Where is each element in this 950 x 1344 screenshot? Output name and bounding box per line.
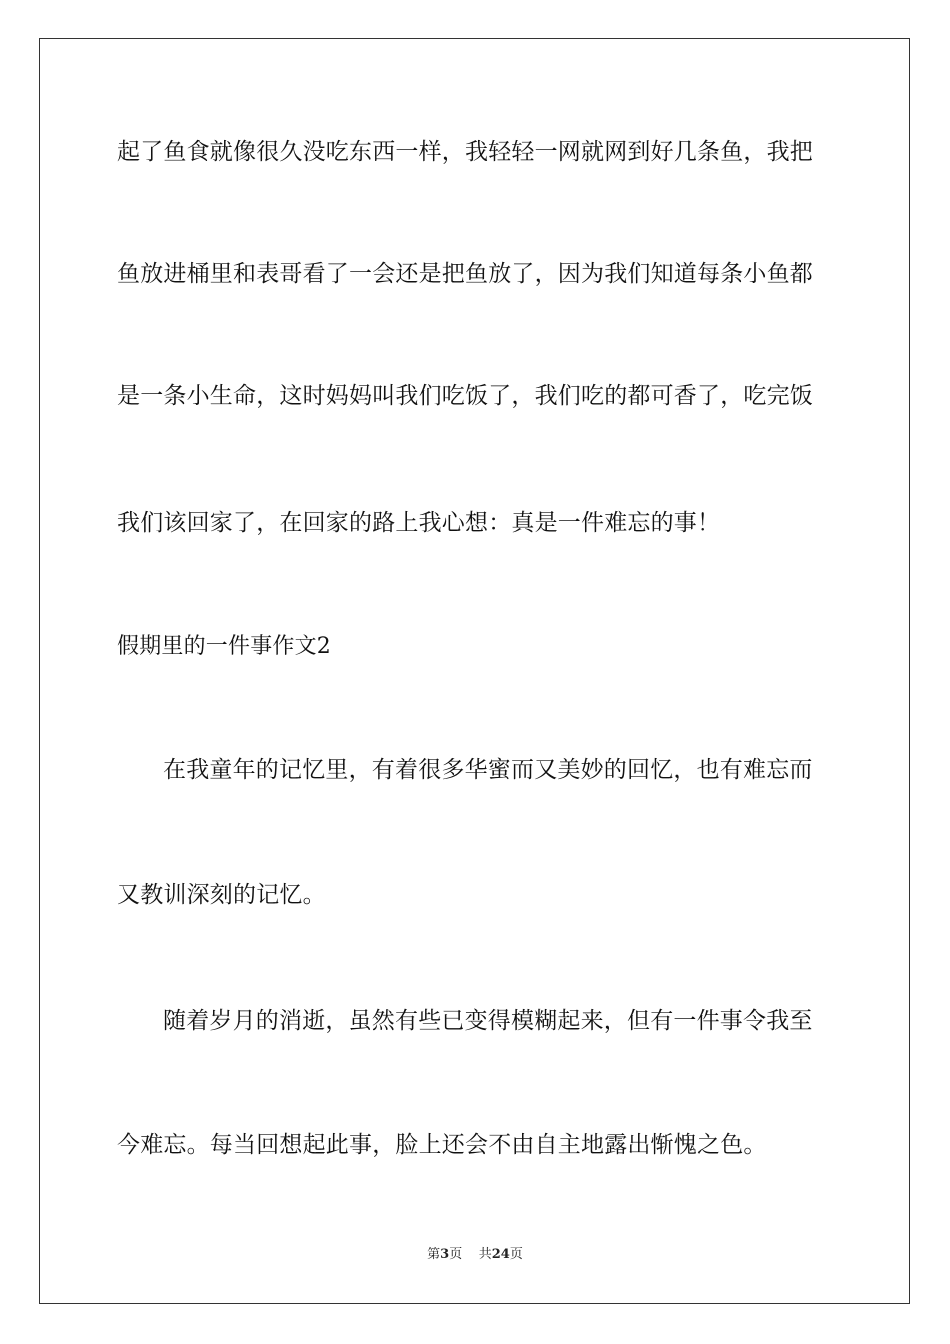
section-heading: 假期里的一件事作文2 [117,634,331,659]
body-text-line: 起了鱼食就像很久没吃东西一样，我轻轻一网就网到好几条鱼，我把 [117,139,813,165]
body-text-line: 鱼放进桶里和表哥看了一会还是把鱼放了，因为我们知道每条小鱼都 [117,261,813,287]
paragraph-line: 又教训深刻的记忆。 [117,882,326,908]
page-number: 3 [440,1247,450,1262]
page-suffix: 页 [449,1247,463,1262]
body-text-line: 是一条小生命，这时妈妈叫我们吃饭了，我们吃的都可香了，吃完饭 [117,383,813,409]
page-border [39,38,910,1304]
body-text-line: 我们该回家了，在回家的路上我心想：真是一件难忘的事！ [117,510,721,536]
paragraph-first-line: 在我童年的记忆里，有着很多华蜜而又美妙的回忆，也有难忘而 [163,757,813,783]
paragraph-line: 今难忘。每当回想起此事，脸上还会不由自主地露出惭愧之色。 [117,1132,767,1158]
total-prefix: 共 [478,1247,492,1262]
total-suffix: 页 [509,1247,523,1262]
page-prefix: 第 [427,1247,441,1262]
paragraph-first-line: 随着岁月的消逝，虽然有些已变得模糊起来，但有一件事令我至 [163,1008,813,1034]
total-pages: 24 [491,1247,510,1262]
page-footer [0,1246,950,1264]
